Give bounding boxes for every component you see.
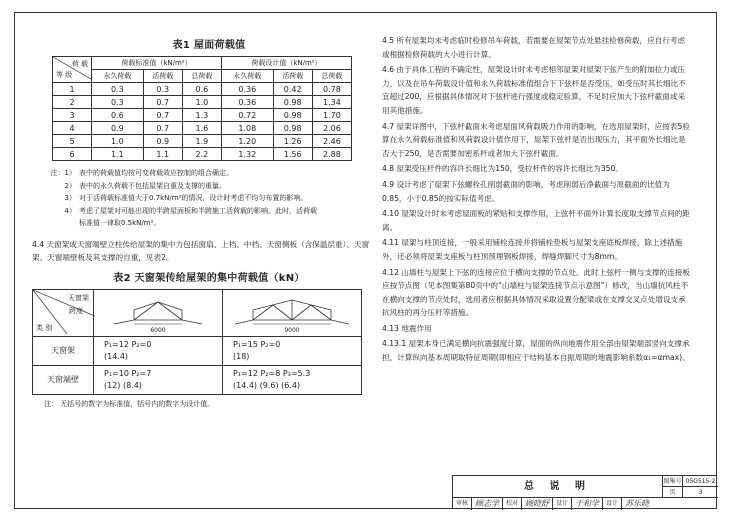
signature-row <box>453 498 718 510</box>
t2-value: P₁=12 P₂=8 P₃=5.3 <box>233 368 311 378</box>
table1-cell: 0.9 <box>143 135 182 148</box>
table1-col: 总荷载 <box>182 70 221 83</box>
truss-diagram-6000 <box>94 289 223 336</box>
title-block <box>452 475 717 509</box>
table1-design-group: 荷载设计值（kN/m²） <box>221 57 351 70</box>
table1-corner-cell <box>53 57 92 83</box>
table1-col: 永久荷载 <box>92 70 144 83</box>
table1-title: 表1 屋面荷载值 <box>172 40 246 51</box>
section-paragraph: 4.5 所有屋架均未考虑临时检修吊车荷载，若需要在屋架节点处悬挂检修荷载，应自行考虑或根据检修荷载的大小进行计算。 <box>382 36 686 59</box>
page-number: 3 <box>683 487 718 498</box>
right-column <box>382 34 692 367</box>
t2-cell <box>94 365 223 394</box>
table1-cell: 0.98 <box>273 122 312 135</box>
table1-cell: 0.36 <box>221 96 273 109</box>
t2-corner-top: 天窗架 <box>68 293 89 302</box>
table1-row <box>53 148 352 161</box>
table1-cell: 1.08 <box>221 122 273 135</box>
signature: 顾晓舒 <box>522 498 553 510</box>
table1-cell: 0.7 <box>143 96 182 109</box>
table1-grade-label: 等 级 <box>56 71 73 79</box>
table2-title: 表2 天窗架传给屋架的集中荷载值（kN） <box>113 272 305 284</box>
section-paragraph: 4.6 由于具体工程的不确定性，屋架设计时未考虑相邻屋架对屋架下弦产生的附加拉力或压力，以及在吊车荷载设计值和永久荷载标准值组合下下弦杆是否受压，如受压时其长细比不宜超过200，应根据具体情况对下弦杆进行强度或稳定验算，不足时应加大下弦杆截面或采用其他措施。 <box>382 65 686 115</box>
table1-cell: 0.42 <box>273 83 312 96</box>
table1-cell: 2 <box>53 96 92 109</box>
table1-cell: 1 <box>53 83 92 96</box>
table1-cell: 1.56 <box>273 148 312 161</box>
truss-9000-icon <box>223 290 361 334</box>
table1-cell: 2.46 <box>312 135 351 148</box>
signature: 苏乐晓 <box>625 499 650 508</box>
table1-cell: 1.32 <box>221 148 273 161</box>
table1-notes <box>44 167 374 230</box>
t2-cell <box>94 336 223 365</box>
table1-cell: 2.06 <box>312 122 351 135</box>
table1-cell: 5 <box>53 135 92 148</box>
table1-row <box>53 109 352 122</box>
table1-cell: 1.0 <box>182 96 221 109</box>
note-label: 4） <box>64 206 76 215</box>
drawing-title: 总 说 明 <box>453 476 663 498</box>
t2-value-design: (12) (8.4) <box>104 380 142 390</box>
table1-col: 永久荷载 <box>221 70 273 83</box>
note-text: 标准值一律取0.5kN/m²。 <box>79 219 161 227</box>
table2-note: 注： 无括号的数字为标准值，括号内的数字为设计值。 <box>44 399 215 408</box>
table1-cell: 4 <box>53 122 92 135</box>
table1-row <box>53 96 352 109</box>
table1-cell: 0.6 <box>92 109 144 122</box>
sign-role: 设计 <box>603 498 622 510</box>
table1-col: 活荷载 <box>143 70 182 83</box>
span-6000-label: 6000 <box>150 326 166 334</box>
section-paragraph: 4.10 屋架设计时未考虑屋面板的紧贴和支撑作用，上弦杆平面外计算长度取支撑节点间的距离。 <box>382 209 690 232</box>
table1-col: 总荷载 <box>312 70 351 83</box>
table1-row <box>53 122 352 135</box>
table1-cell: 0.6 <box>182 83 221 96</box>
table2-block <box>36 269 374 409</box>
t2-value-design: (14.4) <box>104 351 129 361</box>
truss-6000-icon <box>94 290 222 334</box>
note-label: 2） <box>64 181 76 190</box>
sign-role: 校对 <box>503 498 522 510</box>
note-label <box>44 217 79 230</box>
table1-cell: 1.3 <box>182 109 221 122</box>
table1-cell: 1.1 <box>143 148 182 161</box>
span-9000-label: 9000 <box>284 326 300 334</box>
t2-corner-mid: 跨度 <box>69 306 83 315</box>
atlas-number: 05G515-2 <box>683 476 718 487</box>
atlas-label: 图集号 <box>663 478 682 485</box>
section-paragraph: 4.8 屋架受压杆件的容许长细比为150，受拉杆件的容许长细比为350。 <box>382 164 623 174</box>
table1-cell: 0.98 <box>273 96 312 109</box>
table2 <box>32 289 362 395</box>
left-column <box>32 36 374 409</box>
t2-value: P₁=15 P₂=0 <box>233 339 281 349</box>
table1-load-label: 荷 载 <box>71 60 88 68</box>
table2-corner-cell <box>33 289 94 336</box>
table1-cell: 1.6 <box>182 122 221 135</box>
section-paragraph: 4.11 屋架与柱顶连接，一般采用铺栓连接并将铺栓垫板与屋架支座底板焊接，除上述措施外，还必须将屋架支座板与柱顶预埋钢板焊接，焊缝焊脚尺寸为8mm。 <box>382 238 683 261</box>
table1-cell: 0.36 <box>221 83 273 96</box>
table1-row <box>53 135 352 148</box>
table1-cell: 0.3 <box>143 83 182 96</box>
note-text: 表中的永久荷载不包括屋架自重及支撑的重量。 <box>79 181 226 190</box>
section-paragraph: 4.13 地震作用 <box>382 323 432 333</box>
section-paragraph: 4.13.1 屋架本身已满足横向抗震强度计算，屋面的纵向地震作用全部由屋架端部竖向支撑承担，计算纵向基本周期取特征周期(即相应于结构基本自振周期的地震影响系数α₁=αmax)。 <box>382 339 690 363</box>
note-text: 考虑了屋架对可能出现的半跨屋面板和半跨施工活荷载的影响。此时，活荷载 <box>79 206 317 215</box>
table1-cell: 6 <box>53 148 92 161</box>
section-paragraph: 4.9 设计考虑了屋架下弦螺栓孔削弱截面的影响，考虑削弱后净截面与原截面的比值为0.85，小于0.85的按实际值考虑。 <box>382 179 670 203</box>
sign-role: 设计 <box>553 498 572 510</box>
table1-cell: 0.78 <box>312 83 351 96</box>
table1-cell: 1.34 <box>312 96 351 109</box>
table1-cell: 0.72 <box>221 109 273 122</box>
t2-value: P₁=12 P₂=0 <box>104 339 152 349</box>
t2-value-design: (18) <box>233 351 250 361</box>
table1-std-group: 荷载标准值（kN/m²） <box>92 57 222 70</box>
note-label: 注：1） <box>50 169 76 177</box>
table1-row <box>53 83 352 96</box>
section-paragraph: 4.12 山墙柱与屋架上下弦的连接应位于横向支撑的节点处。此时上弦杆一侧与支撑的连接板应按节点图（见本图集第80页中的“山墙柱与屋架连接节点示意图”）修改，当山墙抗风柱不在横向支撑的节点处时，选用者应根据具体情况采取设置分配梁或在支撑交叉点处增设支承抗风柱的再分压杆等措施。 <box>382 267 690 318</box>
table1-cell: 0.3 <box>92 83 144 96</box>
table1 <box>52 56 352 161</box>
note-text: 表中的荷载值均按可变荷载效应控制的组合确定。 <box>79 169 233 177</box>
note-label: 3） <box>64 194 76 202</box>
section-paragraph: 4.7 屋架详图中，下弦杆截面未考虑屋面风荷载吸力作用的影响，在选用屋架时，应按表5验算在永久荷载标准值和风荷载设计值作用下，屋架下弦杆是否出现压力，其平面外长细比是否大于250，是否需要加密系杆或者加大下弦杆截面。 <box>382 121 690 158</box>
table1-cell: 0.98 <box>273 109 312 122</box>
table1-cell: 1.26 <box>273 135 312 148</box>
table1-cell: 0.9 <box>92 122 144 135</box>
paragraph-4-4 <box>32 238 374 265</box>
note-text: 对于活荷载标准值大于0.7kN/m²的情况，设计时考虑不均匀布置的影响。 <box>79 194 308 202</box>
table1-cell: 1.70 <box>312 109 351 122</box>
sign-role: 审核 <box>453 498 472 510</box>
t2-value-design: (14.4) (9.6) (6.4) <box>233 380 301 390</box>
t2-row-name: 天窗端壁 <box>33 365 94 394</box>
t2-row-name: 天窗架 <box>33 336 94 365</box>
t2-value: P₁=10 P₂=7 <box>104 368 152 378</box>
table1-cell: 1.20 <box>221 135 273 148</box>
table1-cell: 3 <box>53 109 92 122</box>
table1-cell: 1.1 <box>92 148 144 161</box>
signature: 顾志学 <box>472 498 503 510</box>
t2-cell <box>223 336 362 365</box>
table1-cell: 0.7 <box>143 109 182 122</box>
t2-corner-bottom: 类 别 <box>36 323 53 332</box>
table1-cell: 2.88 <box>312 148 351 161</box>
table1-col: 活荷载 <box>273 70 312 83</box>
table1-cell: 0.7 <box>143 122 182 135</box>
table1-cell: 1.9 <box>182 135 221 148</box>
page-label: 页 <box>663 487 683 498</box>
table1-cell: 0.3 <box>92 96 144 109</box>
truss-diagram-9000 <box>223 289 362 336</box>
t2-cell <box>223 365 362 394</box>
table1-cell: 1.0 <box>92 135 144 148</box>
table1-cell: 2.2 <box>182 148 221 161</box>
signature: 于和学 <box>572 498 603 510</box>
para-4-4-text: 4.4 天窗架或天窗端壁立柱传给屋架的集中力包括窗扇、上档、中档、天窗侧板（含保温层重）、天窗架、天窗端壁板及其支撑的自重，见表2。 <box>32 239 370 262</box>
